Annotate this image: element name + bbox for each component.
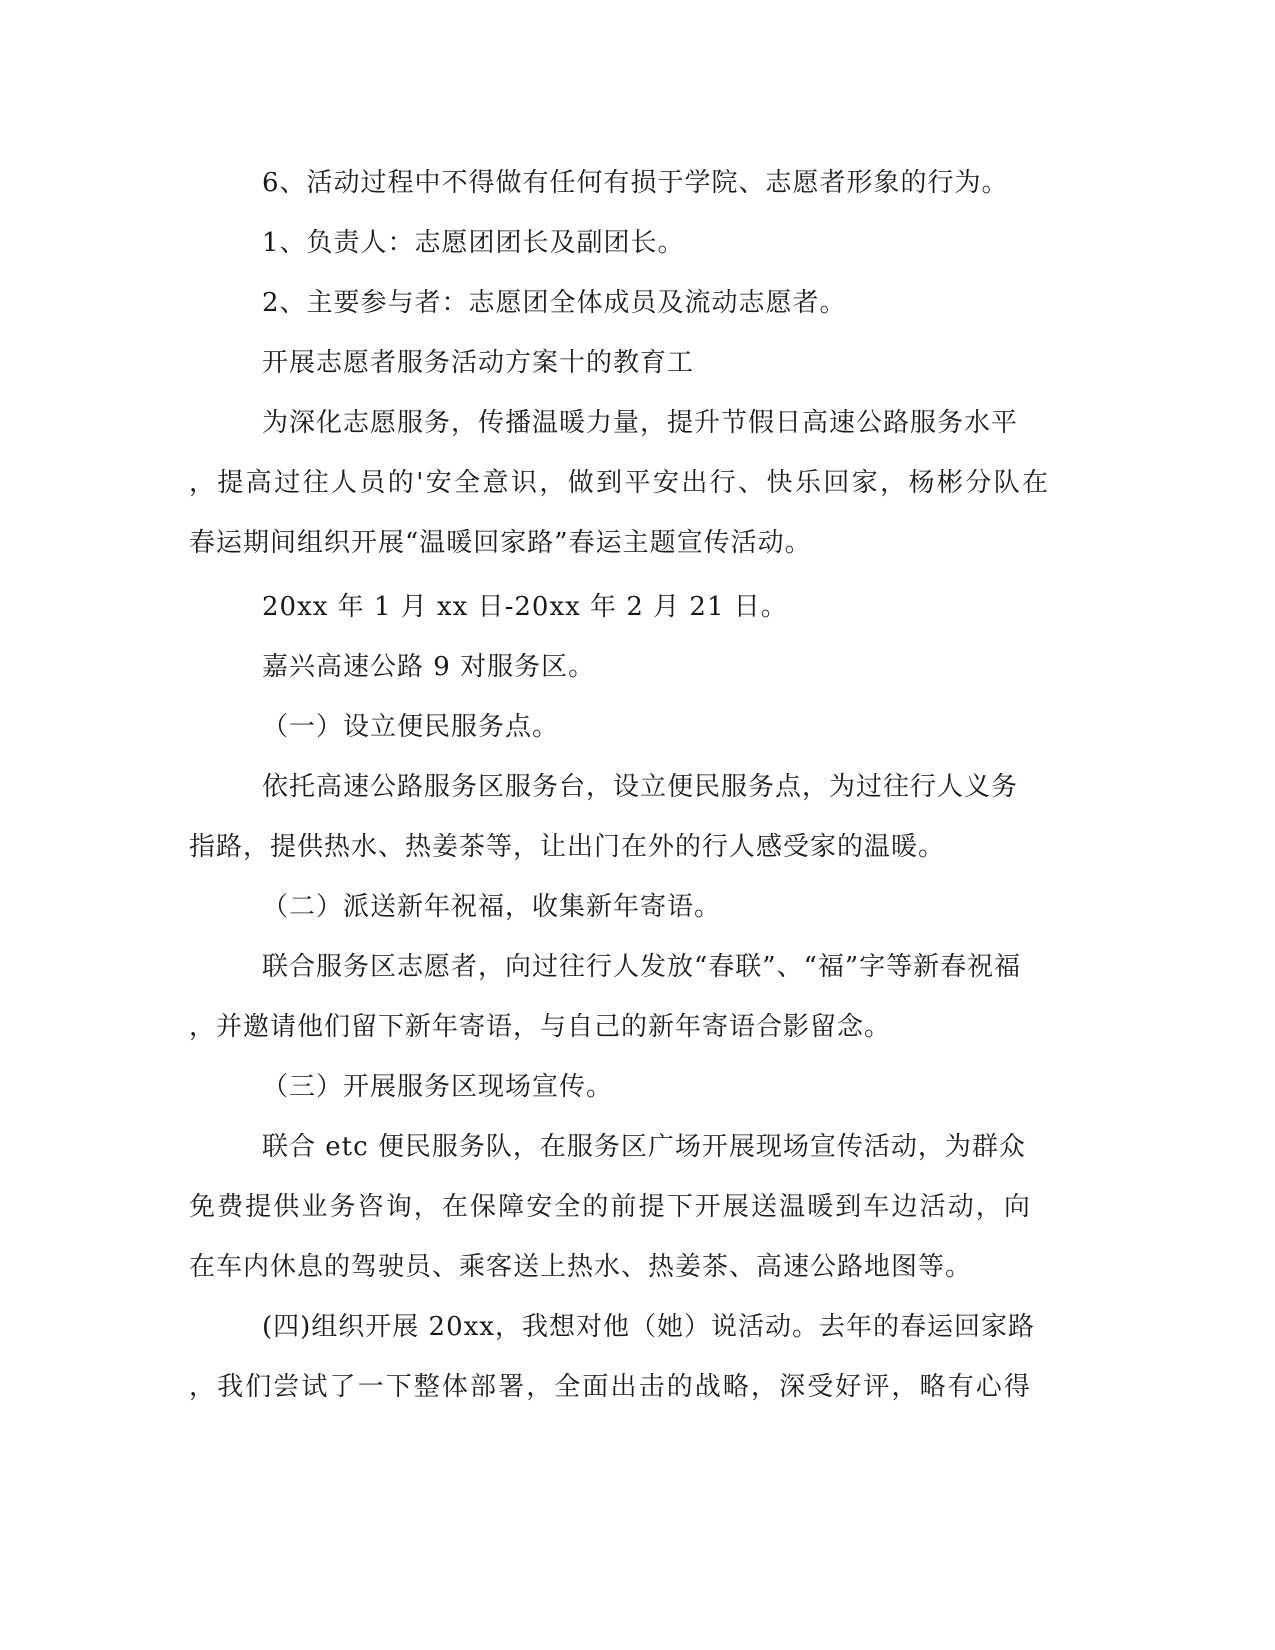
paragraph-line: 依托高速公路服务区服务台，设立便民服务点，为过往行人义务 <box>262 772 1019 802</box>
paragraph-line: 联合 etc 便民服务队，在服务区广场开展现场宣传活动，为群众 <box>262 1132 1026 1162</box>
subsection-heading: （三）开展服务区现场宣传。 <box>262 1072 614 1102</box>
location: 嘉兴高速公路 9 对服务区。 <box>262 652 596 682</box>
paragraph-line: 联合服务区志愿者，向过往行人发放“春联”、“福”字等新春祝福 <box>262 952 1022 982</box>
paragraph-line: 6、活动过程中不得做有任何有损于学院、志愿者形象的行为。 <box>262 168 1009 198</box>
paragraph-line: 春运期间组织开展“温暖回家路”春运主题宣传活动。 <box>189 528 812 558</box>
paragraph-line: 1、负责人：志愿团团长及副团长。 <box>262 228 685 258</box>
paragraph-line: ，我们尝试了一下整体部署，全面出击的战略，深受好评，略有心得 <box>189 1372 1033 1402</box>
paragraph-line: 为深化志愿服务，传播温暖力量，提升节假日高速公路服务水平 <box>262 408 1019 438</box>
paragraph-line: 指路，提供热水、热姜茶等，让出门在外的行人感受家的温暖。 <box>189 832 946 862</box>
date-range: 20xx 年 1 月 xx 日-20xx 年 2 月 21 日。 <box>262 592 788 622</box>
paragraph-line: 2、主要参与者：志愿团全体成员及流动志愿者。 <box>262 288 847 318</box>
paragraph-line: (四)组织开展 20xx，我想对他（她）说活动。去年的春运回家路 <box>262 1312 1035 1342</box>
subsection-heading: （二）派送新年祝福，收集新年寄语。 <box>262 892 722 922</box>
paragraph-line: ，提高过往人员的'安全意识，做到平安出行、快乐回家，杨彬分队在 <box>189 468 1051 498</box>
subsection-heading: （一）设立便民服务点。 <box>262 712 560 742</box>
section-heading: 开展志愿者服务活动方案十的教育工 <box>262 348 695 378</box>
paragraph-line: ，并邀请他们留下新年寄语，与自己的新年寄语合影留念。 <box>189 1012 892 1042</box>
paragraph-line: 在车内休息的驾驶员、乘客送上热水、热姜茶、高速公路地图等。 <box>189 1252 973 1282</box>
paragraph-line: 免费提供业务咨询，在保障安全的前提下开展送温暖到车边活动，向 <box>189 1192 1033 1222</box>
